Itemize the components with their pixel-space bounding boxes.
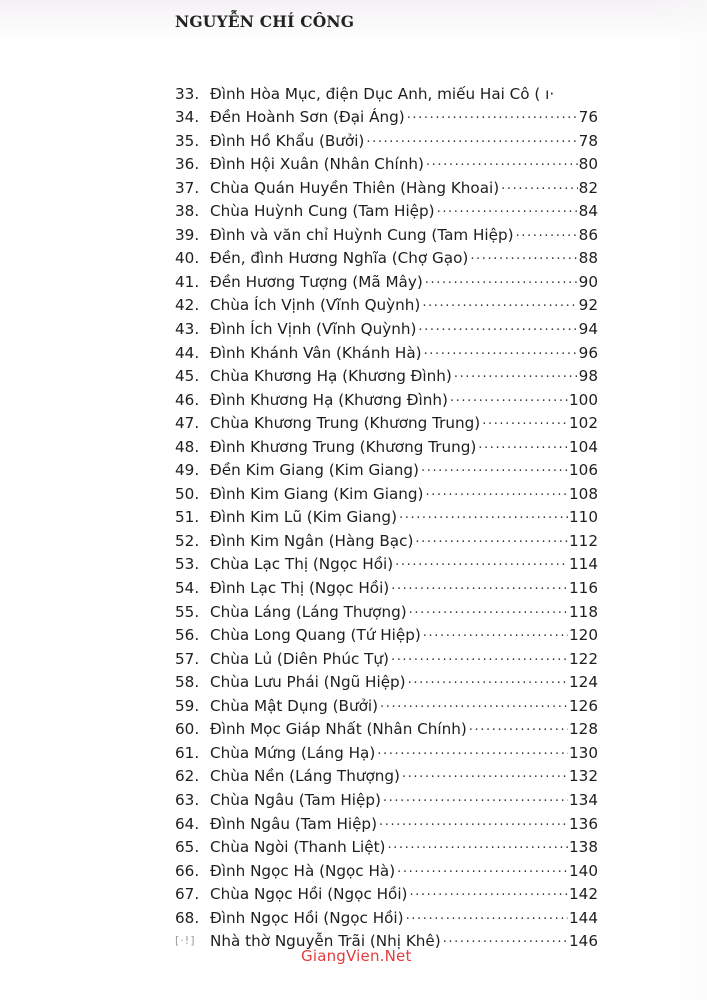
dot-leader [391, 576, 568, 596]
dot-leader [407, 105, 578, 125]
toc-entry-page: 110 [569, 508, 598, 527]
toc-entry [175, 786, 598, 810]
toc-entry-page: 146 [569, 932, 598, 951]
toc-entry-page: 88 [578, 249, 598, 268]
watermark-text: GiangVien.Net [301, 947, 412, 965]
toc-entry-title: Chùa Lạc Thị (Ngọc Hồi) [210, 555, 394, 574]
toc-entry-page: 94 [578, 320, 598, 339]
toc-entry [175, 386, 598, 410]
toc-entry-page: 90 [578, 272, 598, 291]
dot-leader [421, 458, 568, 478]
toc-entry-number: 43. [175, 320, 200, 339]
toc-entry-page: 78 [578, 131, 598, 150]
toc-entry-title: Đình Khương Hạ (Khương Đình) [210, 390, 448, 409]
toc-entry-number: 33. [175, 84, 200, 103]
dot-leader [426, 152, 578, 172]
toc-entry-page: 122 [569, 649, 598, 668]
toc-entry [175, 574, 598, 598]
toc-entry [175, 174, 598, 198]
toc-entry-page: 76 [578, 108, 598, 127]
toc-entry-number: 47. [175, 414, 200, 433]
toc-entry-title: Đình Hồ Khẩu (Bưởi) [210, 131, 365, 150]
toc-entry-number: 45. [175, 367, 200, 386]
dot-leader [408, 670, 568, 690]
toc-entry-number: 53. [175, 555, 200, 574]
toc-entry [175, 716, 598, 740]
toc-entry-number: 64. [175, 814, 200, 833]
toc-entry [175, 527, 598, 551]
dot-leader [469, 717, 568, 737]
toc-entry-number: 61. [175, 743, 200, 762]
toc-entry-number: 59. [175, 696, 200, 715]
toc-entry [175, 151, 598, 175]
toc-entry-page: 96 [578, 343, 598, 362]
toc-entry-number: 35. [175, 131, 200, 150]
toc-entry-number: 54. [175, 579, 200, 598]
toc-entry-title: Chùa Mật Dụng (Bưởi) [210, 696, 379, 715]
toc-entry-number: 60. [175, 720, 200, 739]
dot-leader [377, 741, 568, 761]
running-header-author: NGUYỄN CHÍ CÔNG [175, 12, 355, 31]
toc-entry-page: 86 [578, 225, 598, 244]
toc-entry-page: 106 [569, 461, 598, 480]
toc-entry-page: 108 [569, 484, 598, 503]
toc-entry [175, 221, 598, 245]
toc-entry-page: 136 [569, 814, 598, 833]
toc-entry-title: Đình Kim Giang (Kim Giang) [210, 484, 424, 503]
dot-leader [387, 835, 568, 855]
toc-entry-title: Đình Ngọc Hồi (Ngọc Hồi) [210, 908, 404, 927]
toc-entry-number: 66. [175, 861, 200, 880]
dot-leader [415, 529, 568, 549]
dot-leader [366, 129, 577, 149]
toc-entry-page: 116 [569, 579, 598, 598]
toc-entry-number: 44. [175, 343, 200, 362]
toc-entry-number: 55. [175, 602, 200, 621]
dot-leader [450, 388, 568, 408]
toc-entry-title: Chùa Lủ (Diên Phúc Tự) [210, 649, 389, 668]
toc-entry-number: 68. [175, 908, 200, 927]
toc-entry-title: Đền Hoành Sơn (Đại Áng) [210, 108, 405, 127]
toc-entry-title: Đình Lạc Thị (Ngọc Hồi) [210, 579, 390, 598]
toc-entry-title: Đền, đình Hương Nghĩa (Chợ Gạo) [210, 249, 469, 268]
toc-entry-title: Đình Ngâu (Tam Hiệp) [210, 814, 377, 833]
toc-entry [175, 433, 598, 457]
toc-entry-title: Chùa Quán Huyền Thiên (Hàng Khoai) [210, 178, 500, 197]
toc-entry-page: 128 [569, 720, 598, 739]
dot-leader [409, 882, 568, 902]
dot-leader [482, 411, 568, 431]
toc-entry-number: 65. [175, 838, 200, 857]
dot-leader [437, 199, 578, 219]
dot-leader [478, 435, 568, 455]
toc-entry-number: 57. [175, 649, 200, 668]
toc-entry-page: 124 [569, 673, 598, 692]
toc-entry-page: 120 [569, 626, 598, 645]
dot-leader [418, 317, 577, 337]
toc-entry-title: Đình Mọc Giáp Nhất (Nhân Chính) [210, 720, 467, 739]
toc-entry [175, 598, 598, 622]
dot-leader [425, 482, 568, 502]
dot-leader [470, 246, 577, 266]
dot-leader [424, 341, 578, 361]
toc-entry-page: 82 [578, 178, 598, 197]
toc-entry-number: 63. [175, 790, 200, 809]
toc-entry-page: 132 [569, 767, 598, 786]
toc-entry-page: 142 [569, 885, 598, 904]
dot-leader [395, 552, 568, 572]
toc-entry-number: [·!] [175, 934, 196, 948]
toc-entry [175, 315, 598, 339]
toc-entry-title: Chùa Huỳnh Cung (Tam Hiệp) [210, 202, 435, 221]
dot-leader [391, 647, 568, 667]
toc-entry [175, 810, 598, 834]
toc-entry-title: Đình Khương Trung (Khương Trung) [210, 437, 477, 456]
toc-entry [175, 198, 598, 222]
toc-entry-title: Chùa Ích Vịnh (Vĩnh Quỳnh) [210, 296, 421, 315]
dot-leader [402, 764, 568, 784]
toc-entry-page: 80 [578, 155, 598, 174]
toc-entry-title: Đình Hòa Mục, điện Dục Anh, miếu Hai Cô ( ı· [210, 84, 555, 103]
toc-entry [175, 504, 598, 528]
toc-entry-title: Chùa Ngâu (Tam Hiệp) [210, 790, 381, 809]
toc-entry-page: 98 [578, 367, 598, 386]
toc-entry-title: Đình Kim Ngân (Hàng Bạc) [210, 531, 414, 550]
toc-entry [175, 739, 598, 763]
toc-entry-number: 46. [175, 390, 200, 409]
toc-entry-title: Chùa Mứng (Láng Hạ) [210, 743, 376, 762]
toc-entry-number: 56. [175, 626, 200, 645]
toc-entry-page: 114 [569, 555, 598, 574]
toc-entry-page: 130 [569, 743, 598, 762]
toc-entry-number: 49. [175, 461, 200, 480]
toc-entry [175, 857, 598, 881]
page-edge-shading [647, 0, 707, 1000]
toc-entry [175, 881, 598, 905]
dot-leader [425, 270, 578, 290]
toc-entry-number: 37. [175, 178, 200, 197]
table-of-contents [175, 80, 598, 951]
dot-leader [383, 788, 568, 808]
toc-entry-title: Chùa Long Quang (Tứ Hiệp) [210, 626, 421, 645]
toc-entry-number: 58. [175, 673, 200, 692]
toc-entry-page: 144 [569, 908, 598, 927]
toc-entry [175, 127, 598, 151]
toc-entry [175, 904, 598, 928]
toc-entry [175, 763, 598, 787]
toc-entry [175, 80, 598, 104]
toc-entry-title: Chùa Lưu Phái (Ngũ Hiệp) [210, 673, 406, 692]
dot-leader [406, 906, 568, 926]
toc-entry [175, 245, 598, 269]
toc-entry-page: 84 [578, 202, 598, 221]
toc-entry-title: Đình Ích Vịnh (Vĩnh Quỳnh) [210, 320, 417, 339]
toc-entry [175, 410, 598, 434]
toc-entry-title: Chùa Nền (Láng Thượng) [210, 767, 400, 786]
toc-entry [175, 104, 598, 128]
toc-entry [175, 622, 598, 646]
dot-leader [454, 364, 578, 384]
toc-entry-page: 140 [569, 861, 598, 880]
toc-entry-title: Đền Hương Tượng (Mã Mây) [210, 272, 423, 291]
toc-entry-title: Chùa Khương Hạ (Khương Đình) [210, 367, 452, 386]
toc-entry-number: 42. [175, 296, 200, 315]
toc-entry-number: 51. [175, 508, 200, 527]
toc-entry [175, 457, 598, 481]
dot-leader [409, 600, 568, 620]
toc-entry-title: Nhà thờ Nguyễn Trãi (Nhị Khê) [210, 932, 441, 951]
dot-leader [423, 623, 568, 643]
toc-entry-page: 134 [569, 790, 598, 809]
toc-entry-number: 67. [175, 885, 200, 904]
dot-leader [516, 223, 578, 243]
toc-entry-title: Đền Kim Giang (Kim Giang) [210, 461, 419, 480]
toc-entry-number: 40. [175, 249, 200, 268]
toc-entry-title: Chùa Ngòi (Thanh Liệt) [210, 838, 386, 857]
toc-entry-number: 34. [175, 108, 200, 127]
toc-entry-title: Đình Ngọc Hà (Ngọc Hà) [210, 861, 396, 880]
toc-entry [175, 268, 598, 292]
toc-entry-title: Đình Khánh Vân (Khánh Hà) [210, 343, 422, 362]
dot-leader [397, 859, 568, 879]
toc-entry-page: 104 [569, 437, 598, 456]
toc-entry-number: 39. [175, 225, 200, 244]
toc-entry-number: 62. [175, 767, 200, 786]
toc-entry [175, 669, 598, 693]
dot-leader [380, 694, 568, 714]
dot-leader [399, 505, 568, 525]
toc-entry-page: 138 [569, 838, 598, 857]
toc-entry-page: 118 [569, 602, 598, 621]
toc-entry-page: 112 [569, 531, 598, 550]
dot-leader [443, 929, 568, 949]
toc-entry-number: 38. [175, 202, 200, 221]
toc-entry-page: 100 [569, 390, 598, 409]
dot-leader [501, 176, 578, 196]
toc-entry-title: Chùa Khương Trung (Khương Trung) [210, 414, 481, 433]
toc-entry-number: 36. [175, 155, 200, 174]
toc-entry-title: Đình và văn chỉ Huỳnh Cung (Tam Hiệp) [210, 225, 514, 244]
toc-entry-number: 50. [175, 484, 200, 503]
toc-entry-title: Chùa Ngọc Hồi (Ngọc Hồi) [210, 885, 408, 904]
toc-entry-page: 102 [569, 414, 598, 433]
toc-entry-title: Đình Hội Xuân (Nhân Chính) [210, 155, 424, 174]
toc-entry [175, 551, 598, 575]
toc-entry [175, 645, 598, 669]
toc-entry-page: 92 [578, 296, 598, 315]
dot-leader [379, 812, 568, 832]
toc-entry [175, 834, 598, 858]
toc-entry-number: 48. [175, 437, 200, 456]
dot-leader [422, 293, 577, 313]
toc-entry-title: Đình Kim Lũ (Kim Giang) [210, 508, 397, 527]
toc-entry [175, 292, 598, 316]
toc-entry [175, 363, 598, 387]
toc-entry-title: Chùa Láng (Láng Thượng) [210, 602, 407, 621]
toc-entry-page: 126 [569, 696, 598, 715]
toc-entry [175, 339, 598, 363]
toc-entry-number: 52. [175, 531, 200, 550]
toc-entry-number: 41. [175, 272, 200, 291]
toc-entry [175, 480, 598, 504]
toc-entry [175, 692, 598, 716]
